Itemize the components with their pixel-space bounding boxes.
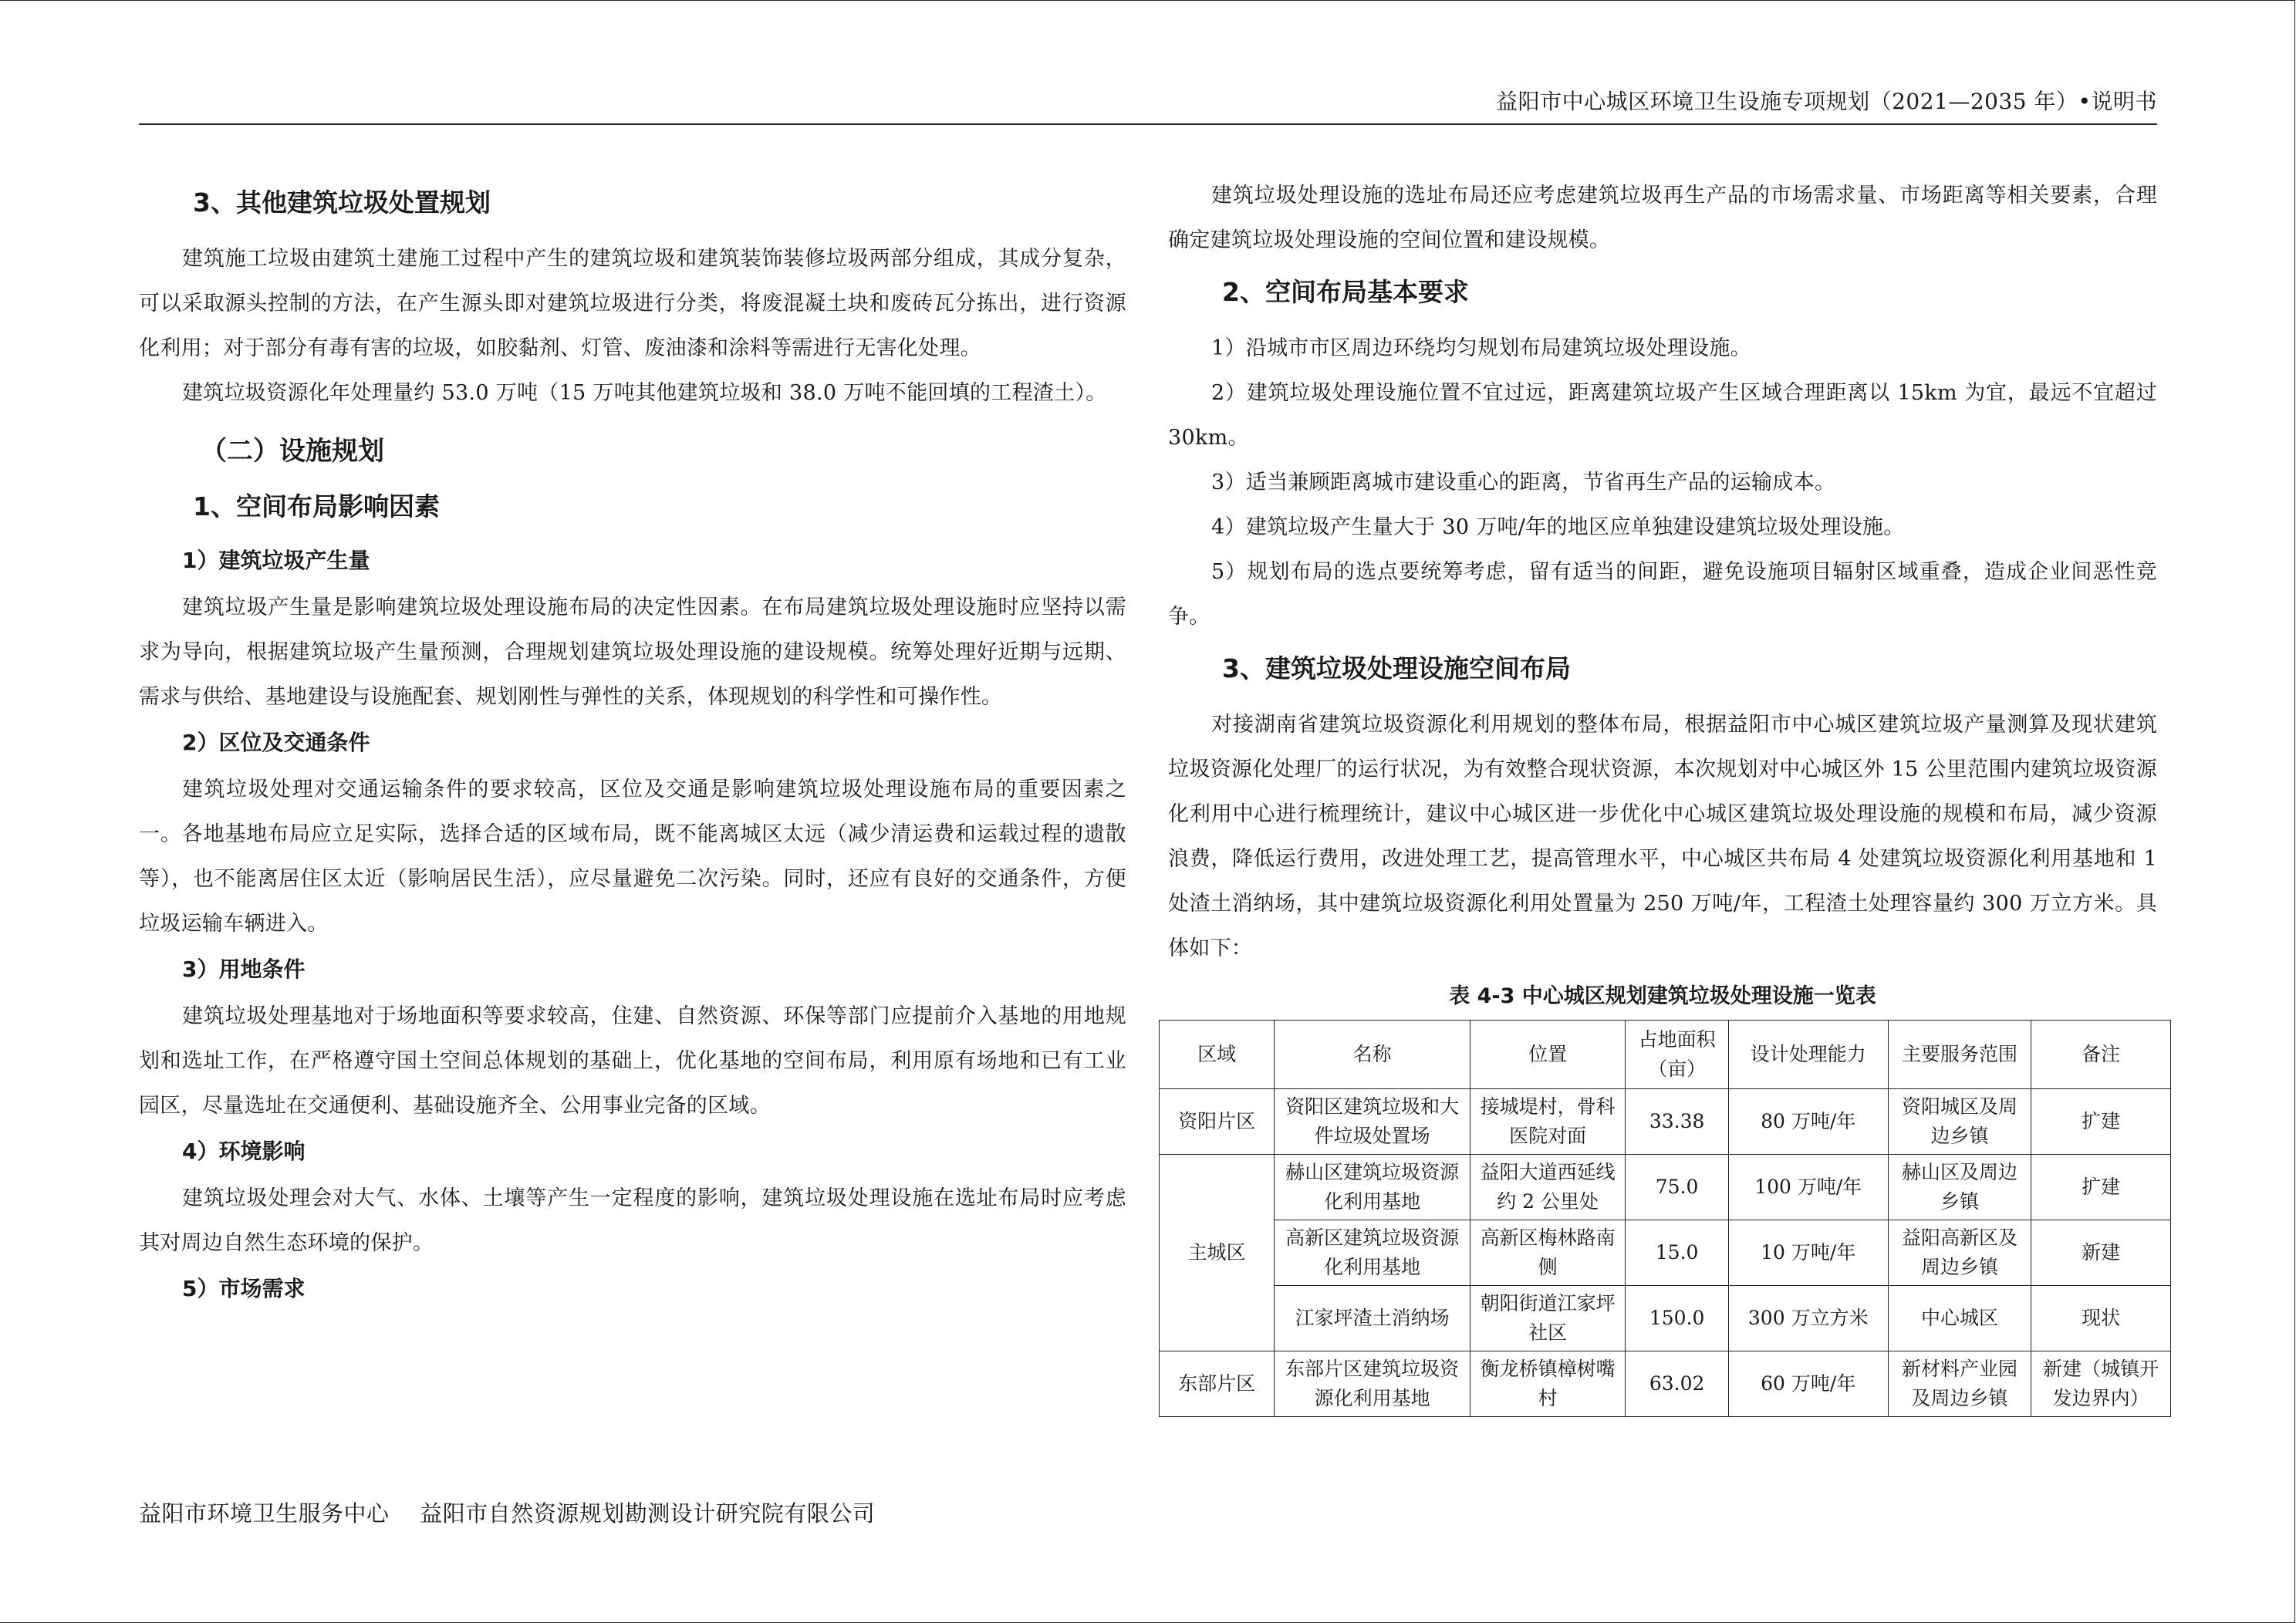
cell-area: 63.02	[1626, 1351, 1729, 1417]
footer	[139, 1496, 898, 1528]
cell-capacity: 10 万吨/年	[1728, 1220, 1888, 1286]
paragraph: 对接湖南省建筑垃圾资源化利用规划的整体布局，根据益阳市中心城区建筑垃圾产量测算及现状建筑垃圾资源化处理厂的运行状况，为有效整合现状资源，本次规划对中心城区外 15 公里范围内建筑垃圾资源化利用中心进行梳理统计，建议中心城区进一步优化中心城区建筑垃圾处理设施的规模和布局，减少资源浪费，降低运行费用，改进处理工艺，提高管理水平，中心城区共布局 4 处建筑垃圾资源化利用基地和 1 处渣土消纳场，其中建筑垃圾资源化利用处置量为 250 万吨/年，工程渣土处理容量约 300 万立方米。具体如下：	[1168, 713, 2158, 960]
cell-scope: 资阳城区及周边乡镇	[1888, 1089, 2031, 1155]
section-heading: 3、建筑垃圾处理设施空间布局	[1222, 653, 1571, 683]
section-heading: 5）市场需求	[182, 1276, 306, 1301]
cell-region: 东部片区	[1160, 1351, 1275, 1417]
cell-location: 高新区梅林路南侧	[1470, 1220, 1625, 1286]
cell-region: 资阳片区	[1160, 1089, 1275, 1155]
cell-capacity: 80 万吨/年	[1728, 1089, 1888, 1155]
left-column	[139, 174, 1126, 1314]
table-row	[1160, 1286, 2171, 1351]
section-heading: 3、其他建筑垃圾处置规划	[193, 187, 491, 218]
cell-name: 江家坪渣土消纳场	[1275, 1286, 1470, 1351]
cell-location: 接城堤村，骨科医院对面	[1470, 1089, 1625, 1155]
th-area: 占地面积（亩）	[1626, 1021, 1729, 1089]
paragraph: 建筑施工垃圾由建筑土建施工过程中产生的建筑垃圾和建筑装饰装修垃圾两部分组成，其成分复杂，可以采取源头控制的方法，在产生源头即对建筑垃圾进行分类，将废混凝土块和废砖瓦分拣出，进行资源化利用；对于部分有毒有害的垃圾，如胶黏剂、灯管、废油漆和涂料等需进行无害化处理。	[139, 247, 1126, 360]
cell-capacity: 100 万吨/年	[1728, 1155, 1888, 1220]
cell-name: 资阳区建筑垃圾和大件垃圾处置场	[1275, 1089, 1470, 1155]
header-rule	[139, 123, 2157, 125]
table-header-row	[1160, 1021, 2171, 1089]
cell-note: 现状	[2031, 1286, 2171, 1351]
th-location: 位置	[1470, 1021, 1625, 1089]
paragraph: 5）规划布局的选点要统筹考虑，留有适当的间距，避免设施项目辐射区域重叠，造成企业间恶性竞争。	[1168, 560, 2157, 629]
cell-note: 扩建	[2031, 1155, 2171, 1220]
section-heading: （二）设施规划	[201, 436, 384, 467]
table-row	[1160, 1351, 2171, 1417]
footer-org-1: 益阳市环境卫生服务中心	[139, 1500, 390, 1527]
cell-area: 75.0	[1626, 1155, 1729, 1220]
th-capacity: 设计处理能力	[1728, 1021, 1888, 1089]
section-heading: 4）环境影响	[182, 1139, 306, 1164]
cell-area: 150.0	[1626, 1286, 1729, 1351]
paragraph: 建筑垃圾处理对交通运输条件的要求较高，区位及交通是影响建筑垃圾处理设施布局的重要因素之一。各地基地布局应立足实际，选择合适的区域布局，既不能离城区太远（减少清运费和运载过程的遗散等），也不能离居住区太近（影响居民生活），应尽量避免二次污染。同时，还应有良好的交通条件，方便垃圾运输车辆进入。	[139, 778, 1126, 936]
cell-location: 朝阳街道江家坪社区	[1470, 1286, 1625, 1351]
paragraph: 4）建筑垃圾产生量大于 30 万吨/年的地区应单独建设建筑垃圾处理设施。	[1211, 515, 1905, 539]
cell-note: 扩建	[2031, 1089, 2171, 1155]
paragraph: 建筑垃圾资源化年处理量约 53.0 万吨（15 万吨其他建筑垃圾和 38.0 万吨不能回填的工程渣土）。	[182, 381, 1107, 405]
cell-name: 赫山区建筑垃圾资源化利用基地	[1275, 1155, 1470, 1220]
paragraph: 建筑垃圾产生量是影响建筑垃圾处理设施布局的决定性因素。在布局建筑垃圾处理设施时应坚持以需求为导向，根据建筑垃圾产生量预测，合理规划建筑垃圾处理设施的建设规模。统筹处理好近期与远期、需求与供给、基地建设与设施配套、规划刚性与弹性的关系，体现规划的科学性和可操作性。	[139, 596, 1126, 709]
table-caption: 表 4-3 中心城区规划建筑垃圾处理设施一览表	[1449, 984, 1876, 1008]
cell-scope: 新材料产业园及周边乡镇	[1888, 1351, 2031, 1417]
cell-note: 新建（城镇开发边界内）	[2031, 1351, 2171, 1417]
th-region: 区域	[1160, 1021, 1275, 1089]
th-note: 备注	[2031, 1021, 2171, 1089]
cell-name: 高新区建筑垃圾资源化利用基地	[1275, 1220, 1470, 1286]
running-header: 益阳市中心城区环境卫生设施专项规划（2021—2035 年）•说明书	[1496, 89, 2157, 114]
cell-region: 主城区	[1160, 1155, 1275, 1351]
table-row	[1160, 1089, 2171, 1155]
paragraph: 1）沿城市市区周边环绕均匀规划布局建筑垃圾处理设施。	[1211, 336, 1751, 360]
cell-scope: 赫山区及周边乡镇	[1888, 1155, 2031, 1220]
cell-area: 15.0	[1626, 1220, 1729, 1286]
paragraph: 3）适当兼顾距离城市建设重心的距离，节省再生产品的运输成本。	[1211, 471, 1836, 494]
cell-location: 衡龙桥镇樟树嘴村	[1470, 1351, 1625, 1417]
section-heading: 1）建筑垃圾产生量	[182, 548, 370, 573]
right-text-flow	[1168, 174, 2157, 971]
table-row	[1160, 1155, 2171, 1220]
section-heading: 2）区位及交通条件	[182, 730, 370, 755]
cell-area: 33.38	[1626, 1089, 1729, 1155]
section-heading: 3）用地条件	[182, 957, 306, 982]
th-scope: 主要服务范围	[1888, 1021, 2031, 1089]
paragraph: 建筑垃圾处理会对大气、水体、土壤等产生一定程度的影响，建筑垃圾处理设施在选址布局时应考虑其对周边自然生态环境的保护。	[139, 1186, 1126, 1255]
section-heading: 2、空间布局基本要求	[1222, 277, 1469, 307]
cell-name: 东部片区建筑垃圾资源化利用基地	[1275, 1351, 1470, 1417]
cell-note: 新建	[2031, 1220, 2171, 1286]
cell-scope: 中心城区	[1888, 1286, 2031, 1351]
paragraph: 2）建筑垃圾处理设施位置不宜过远，距离建筑垃圾产生区域合理距离以 15km 为宜，最远不宜超过 30km。	[1168, 381, 2157, 450]
cell-capacity: 60 万吨/年	[1728, 1351, 1888, 1417]
cell-scope: 益阳高新区及周边乡镇	[1888, 1220, 2031, 1286]
facilities-table	[1159, 1020, 2171, 1417]
paragraph: 建筑垃圾处理设施的选址布局还应考虑建筑垃圾再生产品的市场需求量、市场距离等相关要素，合理确定建筑垃圾处理设施的空间位置和建设规模。	[1168, 184, 2157, 252]
cell-location: 益阳大道西延线约 2 公里处	[1470, 1155, 1625, 1220]
paragraph: 建筑垃圾处理基地对于场地面积等要求较高，住建、自然资源、环保等部门应提前介入基地的用地规划和选址工作，在严格遵守国土空间总体规划的基础上，优化基地的空间布局，利用原有场地和已有工业园区，尽量选址在交通便利、基础设施齐全、公用事业完备的区域。	[139, 1004, 1126, 1118]
table-row	[1160, 1220, 2171, 1286]
th-name: 名称	[1275, 1021, 1470, 1089]
section-heading: 1、空间布局影响因素	[193, 491, 440, 521]
right-column	[1168, 174, 2157, 1417]
cell-capacity: 300 万立方米	[1728, 1286, 1888, 1351]
footer-org-2: 益阳市自然资源规划勘测设计研究院有限公司	[420, 1500, 876, 1527]
